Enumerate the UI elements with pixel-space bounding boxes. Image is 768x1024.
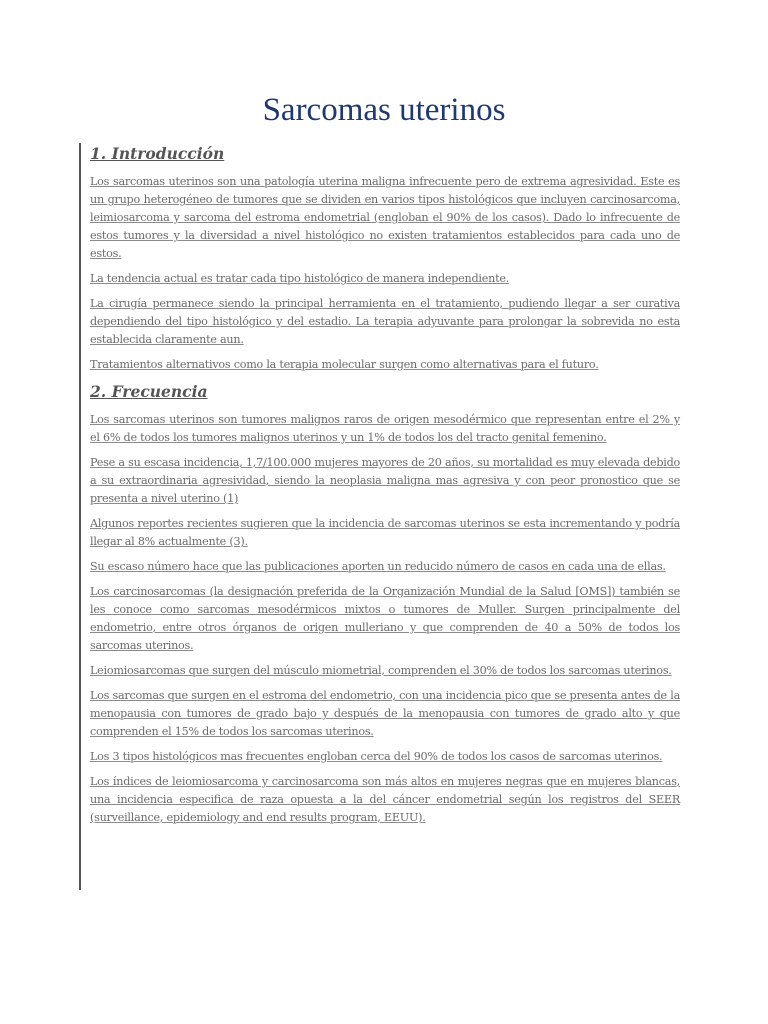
section-heading: 2. Frecuencia	[90, 382, 208, 401]
section-introduccion	[90, 143, 680, 374]
paragraph: Tratamientos alternativos como la terapia molecular surgen como alternativas para el futuro.	[90, 358, 599, 371]
paragraph: La tendencia actual es tratar cada tipo histológico de manera independiente.	[90, 272, 510, 285]
paragraph: Los carcinosarcomas (la designación preferida de la Organización Mundial de la Salud [OMS]) también se les conoce como sarcomas mesodérmicos mixtos o tumores de Muller. Surgen principalmente del endometrio, entre otros órganos de origen mulleriano y que comprenden de 40 a 50% de todos los sarcomas uterinos.	[90, 585, 680, 652]
paragraph: Los sarcomas que surgen en el estroma del endometrio, con una incidencia pico que se presenta antes de la menopausia con tumores de grado bajo y después de la menopausia con tumores de grado alto y que comprenden el 15% de todos los sarcomas uterinos.	[90, 689, 680, 738]
section-heading: 1. Introducción	[90, 144, 225, 163]
paragraph: Los sarcomas uterinos son tumores malignos raros de origen mesodérmico que representan entre el 2% y el 6% de todos los tumores malignos uterinos y un 1% de todos los del tracto genital femenino.	[90, 413, 680, 444]
paragraph: Pese a su escasa incidencia, 1,7/100.000 mujeres mayores de 20 años, su mortalidad es muy elevada debido a su extraordinaria agresividad, siendo la neoplasia maligna mas agresiva y con peor pronostico que se presenta a nivel uterino (1)	[90, 456, 680, 505]
section-frecuencia	[90, 381, 680, 827]
paragraph: Los sarcomas uterinos son una patología uterina maligna infrecuente pero de extrema agresividad. Este es un grupo heterogéneo de tumores que se dividen en varios tipos histológicos que incluyen carcinosarcoma, leimiosarcoma y sarcoma del estroma endometrial (engloban el 90% de los casos). Dado lo infrecuente de estos tumores y la diversidad a nivel histológico no existen tratamientos establecidos para cada uno de estos.	[90, 175, 680, 260]
page-title: Sarcomas uterinos	[262, 92, 506, 128]
paragraph: Algunos reportes recientes sugieren que la incidencia de sarcomas uterinos se esta incrementando y podría llegar al 8% actualmente (3).	[90, 517, 680, 548]
paragraph: Los 3 tipos histológicos mas frecuentes engloban cerca del 90% de todos los casos de sarcomas uterinos.	[90, 750, 663, 763]
paragraph: Leiomiosarcomas que surgen del músculo miometrial, comprenden el 30% de todos los sarcomas uterinos.	[90, 664, 672, 677]
paragraph: La cirugía permanece siendo la principal herramienta en el tratamiento, pudiendo llegar a ser curativa dependiendo del tipo histológico y del estadio. La terapia adyuvante para prolongar la sobrevida no esta establecida claramente aun.	[90, 297, 680, 346]
paragraph: Su escaso número hace que las publicaciones aporten un reducido número de casos en cada una de ellas.	[90, 560, 666, 573]
document-body	[79, 143, 680, 890]
paragraph: Los índices de leiomiosarcoma y carcinosarcoma son más altos en mujeres negras que en mujeres blancas, una incidencia especifica de raza opuesta a la del cáncer endometrial según los registros del SEER (surveillance, epidemiology and end results program, EEUU).	[90, 775, 680, 824]
